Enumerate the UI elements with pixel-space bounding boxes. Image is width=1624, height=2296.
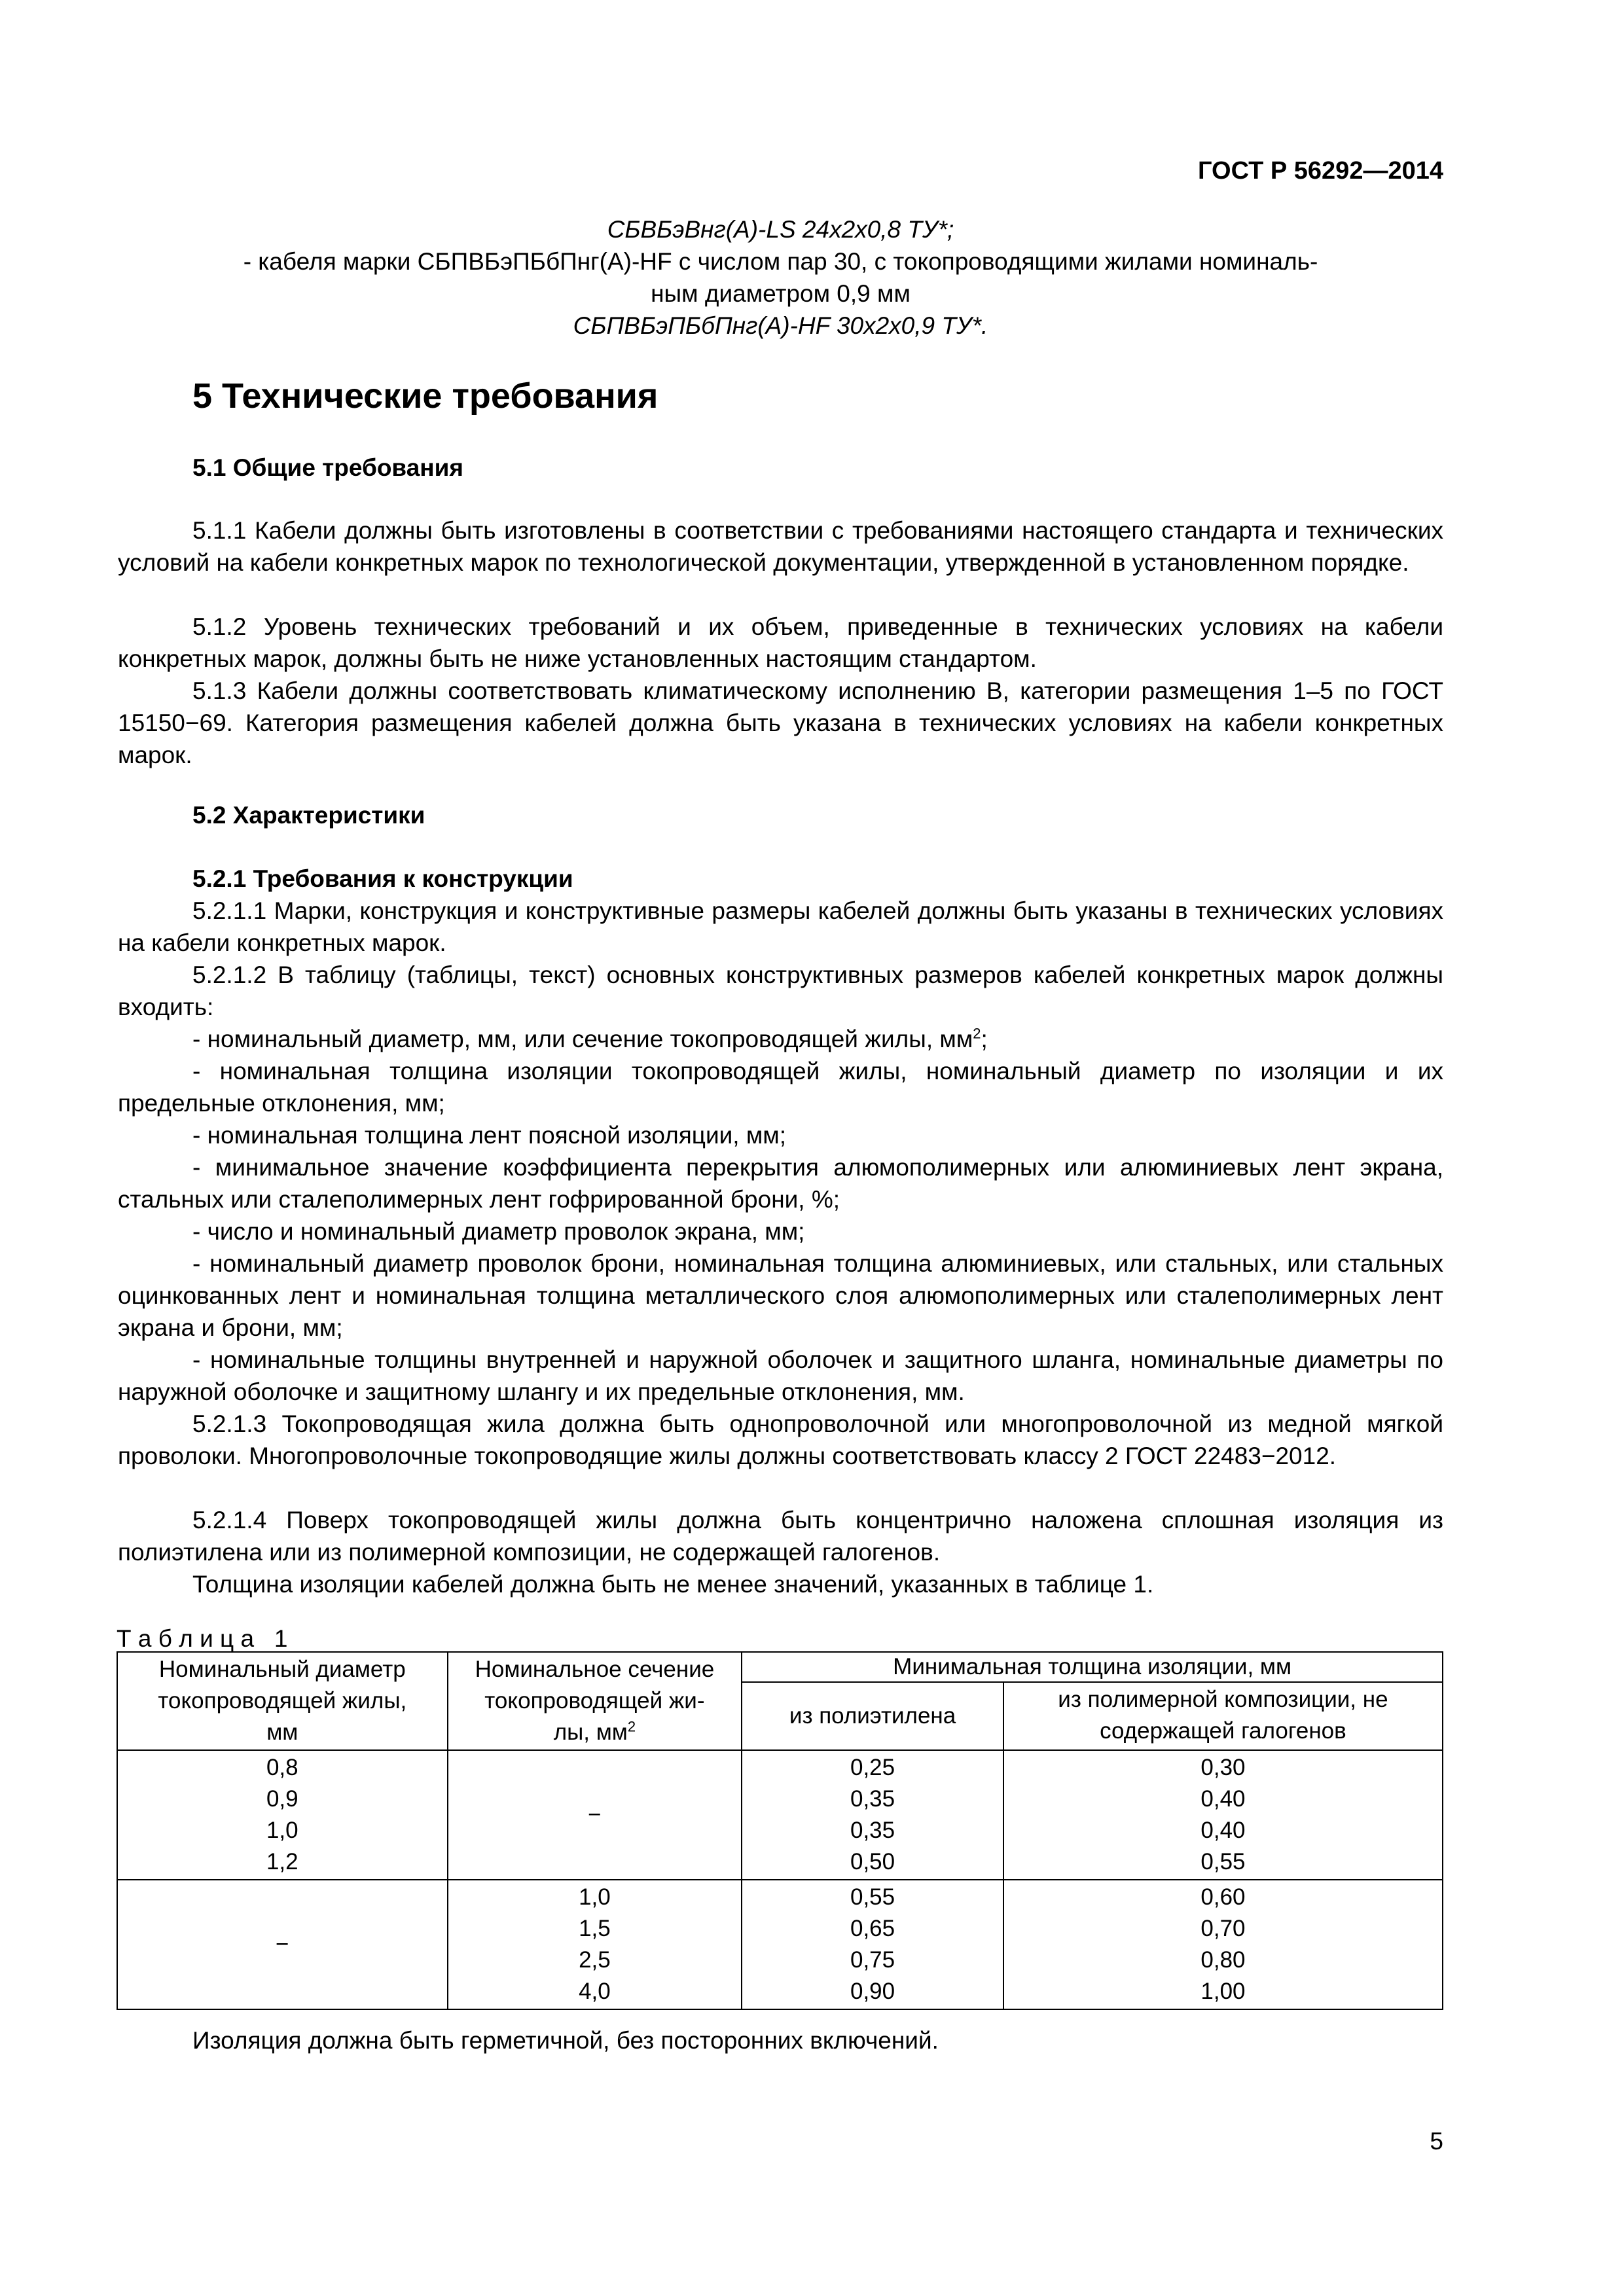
- table-row: [117, 1880, 1443, 2009]
- superscript: 2: [973, 1025, 981, 1042]
- paragraph-5-2-1-4: 5.2.1.4 Поверх токопроводящей жилы должна быть концентрично наложена сплошная изоляция из полиэтилена или из полимерной композиции, не содержащей галогенов.: [118, 1507, 1443, 1566]
- list-item: - номинальная толщина изоляции токопроводящей жилы, номинальный диаметр по изоляции и их предельные отклонения, мм;: [118, 1058, 1443, 1117]
- paragraph-5-2-1-1: 5.2.1.1 Марки, конструкция и конструктивные размеры кабелей должны быть указаны в технических условиях на кабели конкретных марок.: [118, 897, 1443, 956]
- paragraph-5-1-3: 5.1.3 Кабели должны соответствовать климатическому исполнению В, категории размещения 1–5 по ГОСТ 15150−69. Категория размещения кабелей должна быть указана в технических условиях на кабели конкретных марок.: [118, 677, 1443, 768]
- insulation-note: Изоляция должна быть герметичной, без посторонних включений.: [192, 2027, 939, 2054]
- header-section: Номинальное сечение токопроводящей жи- лы, $мм^2$: [448, 1652, 742, 1750]
- list-item: - номинальная толщина лент поясной изоляции, мм;: [192, 1122, 786, 1149]
- cell-pe-group2: 0,55 0,65 0,75 0,90: [742, 1880, 1003, 2009]
- paragraph-5-1-1: 5.1.1 Кабели должны быть изготовлены в соответствии с требованиями настоящего стандарта и технических условий на кабели конкретных марок по технологической документации, утвержденной в установленном порядке.: [118, 517, 1443, 576]
- cell-section-group2: 1,0 1,5 2,5 4,0: [448, 1880, 742, 2009]
- paragraph-5-1-2: 5.1.2 Уровень технических требований и их объем, приведенные в технических условиях на кабели конкретных марок, должны быть не ниже установленных настоящим стандартом.: [118, 613, 1443, 672]
- header-min-thickness: Минимальная толщина изоляции, мм: [742, 1652, 1443, 1682]
- header-diameter: Номинальный диаметр токопроводящей жилы, мм: [117, 1652, 448, 1750]
- table-caption: Т а б л и ц а 1: [117, 1625, 288, 1652]
- subsection-5-2-title: 5.2 Характеристики: [192, 802, 425, 829]
- list-item: [118, 1023, 1443, 1055]
- cell-comp-group2: 0,60 0,70 0,80 1,00: [1003, 1880, 1443, 2009]
- cable-item-2-line2: ным диаметром 0,9 мм: [651, 280, 911, 307]
- subsection-5-1-title: 5.1 Общие требования: [192, 454, 463, 481]
- list-item: - минимальное значение коэффициента перекрытия алюмополимерных или алюминиевых лент экрана, стальных или сталеполимерных лент гофрированной брони, %;: [118, 1154, 1443, 1213]
- paragraph-5-2-1-2: 5.2.1.2 В таблицу (таблицы, текст) основных конструктивных размеров кабелей конкретных марок должны входить:: [118, 961, 1443, 1020]
- paragraph-5-2-1-3: 5.2.1.3 Токопроводящая жила должна быть однопроволочной или многопроволочной из медной мягкой проволоки. Многопроволочные токопроводящие жилы должны соответствовать классу 2 ГОСТ 22483−2012.: [118, 1410, 1443, 1469]
- document-code: ГОСТ Р 56292—2014: [1198, 157, 1443, 185]
- list-item-tail: ;: [981, 1026, 988, 1052]
- cell-section-group1: −: [448, 1750, 742, 1880]
- cable-item-2-line1: - кабеля марки СБПВБэПБбПнг(А)-HF с числом пар 30, с токопроводящими жилами номиналь-: [243, 248, 1318, 275]
- list-item: - номинальные толщины внутренней и наружной оболочек и защитного шланга, номинальные диаметры по наружной оболочке и защитному шлангу и их предельные отклонения, мм.: [118, 1346, 1443, 1405]
- table-row: [117, 1750, 1443, 1880]
- insulation-table: [117, 1651, 1443, 2010]
- section-title: 5 Технические требования: [192, 376, 659, 416]
- cell-comp-group1: 0,30 0,40 0,40 0,55: [1003, 1750, 1443, 1880]
- header-halogen-free: из полимерной композиции, не содержащей галогенов: [1003, 1682, 1443, 1750]
- page-number: 5: [1430, 2128, 1443, 2155]
- cell-diameter-group1: 0,8 0,9 1,0 1,2: [117, 1750, 448, 1880]
- cable-mark-1: СБВБэВнг(А)-LS 24x2x0,8 ТУ*;: [607, 216, 954, 243]
- cable-mark-2: СБПВБэПБбПнг(А)-HF 30x2x0,9 ТУ*.: [573, 312, 988, 339]
- list-item: - номинальный диаметр проволок брони, номинальная толщина алюминиевых, или стальных, или стальных оцинкованных лент и номинальная толщина металлического слоя алюмополимерных или сталеполимерных лент экрана и брони, мм;: [118, 1250, 1443, 1341]
- header-polyethylene: из полиэтилена: [742, 1682, 1003, 1750]
- subsection-5-2-1-title: 5.2.1 Требования к конструкции: [192, 865, 573, 892]
- list-item-text: - номинальный диаметр, мм, или сечение токопроводящей жилы, мм: [192, 1026, 973, 1052]
- cell-diameter-group2: −: [117, 1880, 448, 2009]
- cell-pe-group1: 0,25 0,35 0,35 0,50: [742, 1750, 1003, 1880]
- paragraph-thickness: Толщина изоляции кабелей должна быть не менее значений, указанных в таблице 1.: [192, 1571, 1154, 1598]
- list-item: - число и номинальный диаметр проволок экрана, мм;: [192, 1218, 805, 1245]
